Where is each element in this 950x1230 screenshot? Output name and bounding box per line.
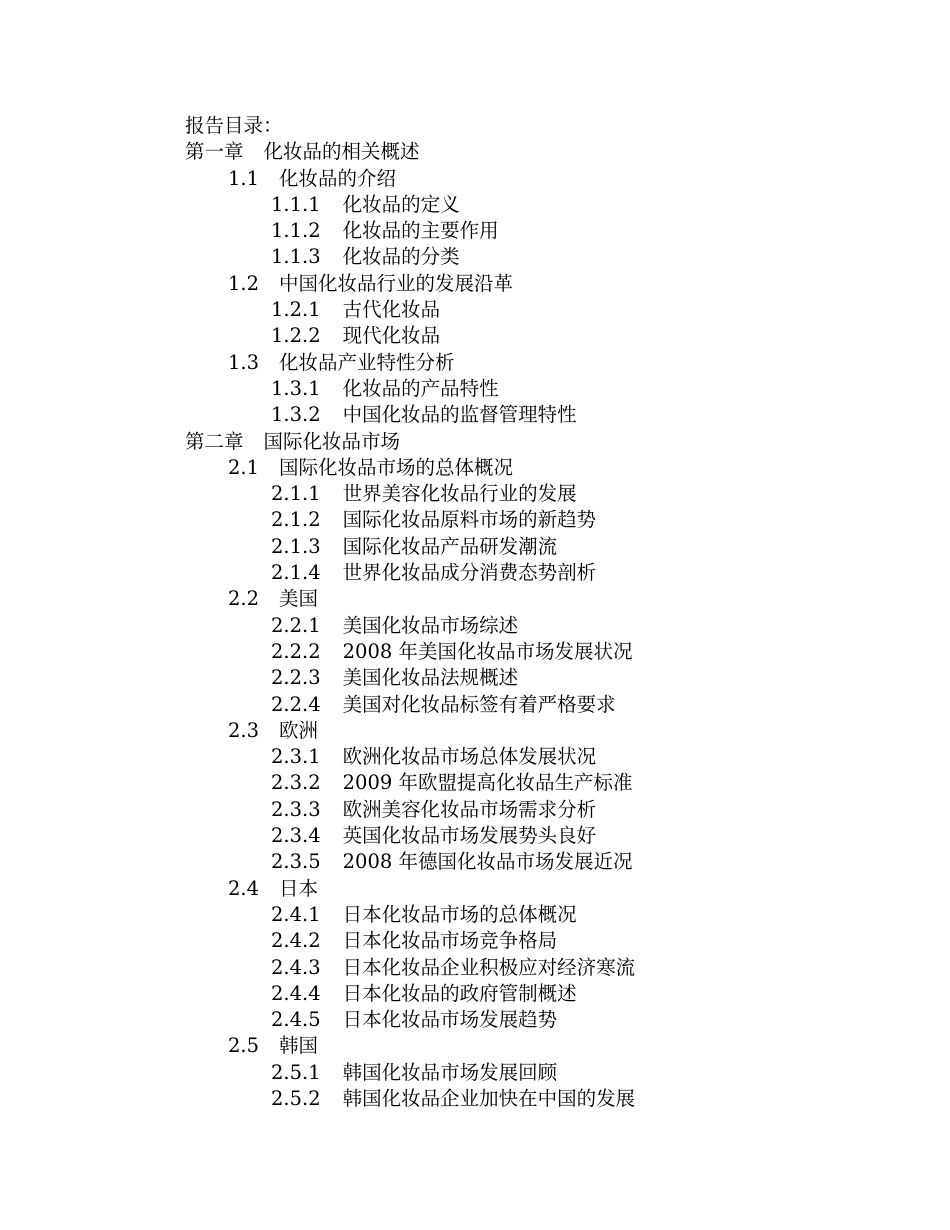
toc-entry-number: 2.2.3 — [271, 666, 321, 690]
toc-entry-number: 2.3.2 — [271, 771, 321, 795]
toc-section-entry — [185, 455, 905, 481]
toc-entry-text: 2008 年德国化妆品市场发展近况 — [342, 850, 633, 874]
toc-entry-text: 国际化妆品市场的总体概况 — [279, 455, 514, 479]
toc-subsection-entry — [185, 507, 905, 533]
toc-entry-text: 美国化妆品市场综述 — [342, 613, 519, 637]
toc-entry-number: 2.2.2 — [271, 639, 321, 663]
toc-entry-number: 1.3.2 — [271, 403, 321, 427]
toc-entry-number: 2.4.1 — [271, 902, 321, 926]
toc-subsection-entry — [185, 192, 905, 218]
toc-entry-number: 2.5.1 — [271, 1060, 321, 1084]
toc-entry-number: 2.1.1 — [271, 482, 321, 506]
toc-subsection-entry — [185, 481, 905, 507]
toc-entry-number: 1.1.2 — [271, 219, 321, 243]
toc-chapter-entry — [185, 139, 905, 165]
toc-entry-number: 第一章 — [185, 140, 244, 164]
toc-entry-number: 2.4 — [228, 876, 260, 900]
toc-subsection-entry — [185, 902, 905, 928]
toc-entry-number: 1.1 — [228, 166, 260, 190]
toc-entry-text: 欧洲美容化妆品市场需求分析 — [342, 797, 597, 821]
toc-entry-number: 1.2.1 — [271, 298, 321, 322]
toc-entry-text: 韩国 — [279, 1034, 319, 1058]
toc-entry-number: 1.3.1 — [271, 376, 321, 400]
toc-entry-number: 2.3 — [228, 718, 260, 742]
toc-entry-number: 2.2.4 — [271, 692, 321, 716]
toc-title — [185, 113, 905, 139]
toc-entry-number: 2.1 — [228, 455, 260, 479]
toc-entry-number: 第二章 — [185, 429, 244, 453]
toc-subsection-entry — [185, 323, 905, 349]
toc-entry-text: 美国化妆品法规概述 — [342, 666, 519, 690]
toc-entry-number: 2.5 — [228, 1034, 260, 1058]
toc-entry-text: 美国对化妆品标签有着严格要求 — [342, 692, 616, 716]
toc-entry-text: 化妆品的产品特性 — [342, 376, 499, 400]
toc-subsection-entry — [185, 665, 905, 691]
toc-entry-text: 化妆品的相关概述 — [263, 140, 420, 164]
toc-entry-number: 2.3.5 — [271, 850, 321, 874]
toc-subsection-entry — [185, 639, 905, 665]
toc-entry-text: 欧洲 — [279, 718, 319, 742]
toc-entry-text: 韩国化妆品企业加快在中国的发展 — [342, 1086, 636, 1110]
toc-subsection-entry — [185, 376, 905, 402]
toc-title-text: 报告目录： — [185, 114, 283, 137]
toc-entry-text: 国际化妆品市场 — [263, 429, 401, 453]
toc-subsection-entry — [185, 770, 905, 796]
toc-entries — [185, 139, 905, 1112]
toc-subsection-entry — [185, 534, 905, 560]
toc-section-entry — [185, 876, 905, 902]
toc-entry-number: 2.4.2 — [271, 929, 321, 953]
toc-subsection-entry — [185, 613, 905, 639]
toc-entry-text: 2008 年美国化妆品市场发展状况 — [342, 639, 633, 663]
toc-section-entry — [185, 718, 905, 744]
toc-subsection-entry — [185, 1007, 905, 1033]
toc-entry-text: 现代化妆品 — [342, 324, 441, 348]
toc-subsection-entry — [185, 797, 905, 823]
toc-subsection-entry — [185, 1086, 905, 1112]
toc-entry-text: 古代化妆品 — [342, 298, 441, 322]
toc-entry-text: 化妆品的分类 — [342, 245, 460, 269]
toc-subsection-entry — [185, 849, 905, 875]
toc-entry-text: 世界美容化妆品行业的发展 — [342, 482, 577, 506]
toc-subsection-entry — [185, 692, 905, 718]
toc-entry-text: 国际化妆品产品研发潮流 — [342, 534, 558, 558]
toc-entry-number: 2.1.2 — [271, 508, 321, 532]
toc-entry-text: 美国 — [279, 587, 319, 611]
toc-section-entry — [185, 350, 905, 376]
toc-entry-number: 2.1.4 — [271, 561, 321, 585]
toc-entry-text: 国际化妆品原料市场的新趋势 — [342, 508, 597, 532]
toc-section-entry — [185, 586, 905, 612]
toc-chapter-entry — [185, 429, 905, 455]
toc-entry-text: 化妆品产业特性分析 — [279, 350, 455, 374]
toc-entry-text: 化妆品的定义 — [342, 192, 460, 216]
toc-entry-text: 化妆品的主要作用 — [342, 219, 499, 243]
toc-entry-text: 中国化妆品行业的发展沿革 — [279, 271, 514, 295]
toc-entry-text: 日本化妆品的政府管制概述 — [342, 981, 577, 1005]
toc-subsection-entry — [185, 560, 905, 586]
toc-entry-text: 日本化妆品市场发展趋势 — [342, 1008, 558, 1032]
toc-subsection-entry — [185, 297, 905, 323]
toc-section-entry — [185, 1033, 905, 1059]
toc-entry-text: 日本 — [279, 876, 319, 900]
toc-entry-number: 1.1.1 — [271, 192, 321, 216]
toc-entry-number: 2.1.3 — [271, 534, 321, 558]
toc-entry-text: 韩国化妆品市场发展回顾 — [342, 1060, 558, 1084]
toc-entry-text: 英国化妆品市场发展势头良好 — [342, 824, 597, 848]
toc-entry-text: 世界化妆品成分消费态势剖析 — [342, 561, 597, 585]
toc-subsection-entry — [185, 823, 905, 849]
toc-entry-text: 化妆品的介绍 — [279, 166, 397, 190]
toc-subsection-entry — [185, 955, 905, 981]
toc-entry-number: 1.2 — [228, 271, 260, 295]
toc-entry-text: 欧洲化妆品市场总体发展状况 — [342, 745, 597, 769]
toc-entry-number: 2.2 — [228, 587, 260, 611]
toc-entry-number: 2.4.4 — [271, 981, 321, 1005]
toc-subsection-entry — [185, 744, 905, 770]
toc-entry-number: 1.1.3 — [271, 245, 321, 269]
toc-entry-number: 2.4.3 — [271, 955, 321, 979]
toc-entry-number: 2.3.4 — [271, 824, 321, 848]
toc-entry-text: 2009 年欧盟提高化妆品生产标准 — [342, 771, 633, 795]
toc-subsection-entry — [185, 981, 905, 1007]
toc-entry-number: 1.3 — [228, 350, 260, 374]
toc-entry-text: 中国化妆品的监督管理特性 — [342, 403, 577, 427]
toc-section-entry — [185, 166, 905, 192]
toc-entry-number: 2.2.1 — [271, 613, 321, 637]
toc-entry-number: 2.3.3 — [271, 797, 321, 821]
toc-subsection-entry — [185, 928, 905, 954]
toc-section-entry — [185, 271, 905, 297]
toc-entry-text: 日本化妆品企业积极应对经济寒流 — [342, 955, 636, 979]
toc-subsection-entry — [185, 1060, 905, 1086]
toc-subsection-entry — [185, 218, 905, 244]
toc-entry-number: 2.4.5 — [271, 1008, 321, 1032]
toc-entry-number: 2.5.2 — [271, 1086, 321, 1110]
toc-entry-text: 日本化妆品市场竞争格局 — [342, 929, 558, 953]
toc-entry-number: 1.2.2 — [271, 324, 321, 348]
toc-subsection-entry — [185, 402, 905, 428]
toc-entry-text: 日本化妆品市场的总体概况 — [342, 902, 577, 926]
table-of-contents — [185, 113, 905, 1112]
toc-entry-number: 2.3.1 — [271, 745, 321, 769]
toc-subsection-entry — [185, 244, 905, 270]
